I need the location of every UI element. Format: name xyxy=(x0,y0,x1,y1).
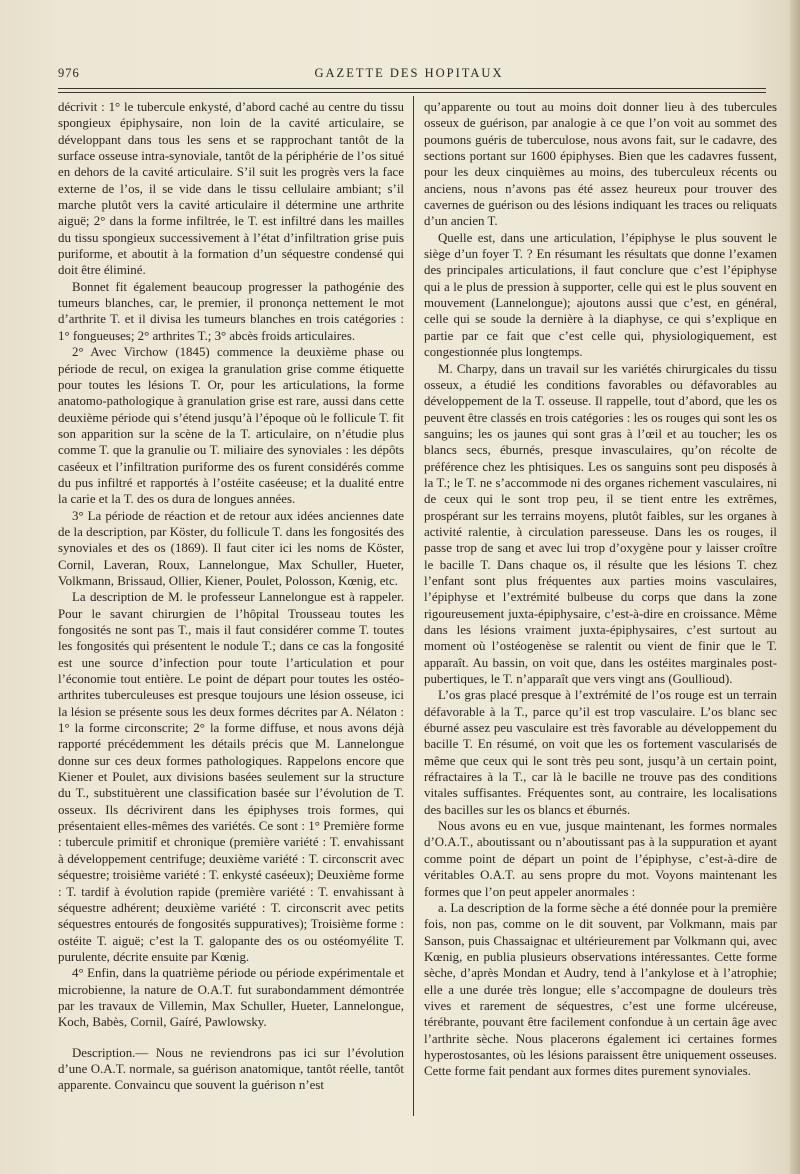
header-rule-thin xyxy=(58,92,766,93)
right-paragraph-2: Quelle est, dans une articulation, l’épiphyse le plus souvent le siège d’un foyer T. ? En résumant les résultats que donne l’examen des principales articulations, il faut conclure que c’est l’épiphyse qui a le plus de pression à supporter, celle qui est le plus souvent en mouvement (Lannelongue); ajoutons aussi que c’est, en général, celle qui se soude la dernière à la diaphyse, ce qui s’explique en partie par ce fait que c’est celle qui, physiologiquement, est congestionnée plus longtemps. xyxy=(424,230,777,360)
journal-title: GAZETTE DES HOPITAUX xyxy=(314,66,504,80)
right-paragraph-3: M. Charpy, dans un travail sur les variétés chirurgicales du tissu osseux, a étudié les conditions favorables ou défavorables au développement de la T. osseuse. Il rappelle, tout d’abord, que les os peuvent être classés en trois catégories : les os rouges qui sont les os sanguins; les os jaunes qui sont gras à l’œil et au toucher; les os blancs secs, éburnés, presque invasculaires, qu’on récolte de préférence chez les phtisiques. Les os sanguins sont peu disposés à la T.; le T. ne s’accommode ni des organes richement vasculaires, ni de ceux qui le sont trop peu, il se tient entre les extrêmes, prospérant sur les terrains moyens, plutôt faibles, sur les organes à activité ralentie, à circulation paresseuse. Dans les os rouges, il passe trop de sang et avec lui trop d’oxygène pour y laisser croître le bacille T. Dans chaque os, il résulte que les lésions T. chez l’enfant sont plus fréquentes aux parties moins vasculaires, l’épiphyse et l’extrémité bulbeuse du corps que dans la zone rigoureusement juxta-épiphysaire, c’est-à-dire en croissance. Même dans les lésions vraiment juxta-épiphysaires, c’est surtout au moment où l’ostéogenèse se ralentit ou vient de finir que le T. apparaît. Au bassin, on voit que, dans les ostéites marginales post-pubertiques, le T. n’apparaît que vers vingt ans (Goullioud). xyxy=(424,361,777,687)
right-paragraph-4: L’os gras placé presque à l’extrémité de l’os rouge est un terrain défavorable à la T., parce qu’il est trop vasculaire. L’os blanc sec éburné assez peu vasculaire est très favorable au développement du bacille T. En résumé, on voit que les os fortement vascularisés de même que ceux qui le sont très peu sont, jusqu’à un certain point, réfractaires à la T., car là le bacille ne trouve pas des conditions vitales suffisantes. Fréquentes sont, au contraire, les localisations des bacilles sur les os blancs et éburnés. xyxy=(424,688,777,817)
header-rule-thick xyxy=(58,88,766,89)
left-paragraph-description: Description.— Nous ne reviendrons pas ici sur l’évolution d’une O.A.T. normale, sa guérison anatomique, tantôt réelle, tantôt apparente. Convaincu que souvent la guérison n’est xyxy=(58,1045,404,1093)
left-paragraph-1: décrivit : 1° le tubercule enkysté, d’abord caché au centre du tissu spongieux épiphysaire, non loin de la cavité articulaire, se développant dans tous les sens et se rapprochant tantôt de la surface osseuse intra-synoviale, tantôt de la périphérie de l’os situé en dehors de la cavité articulaire. S’il suit les progrès vers la face externe de l’os, il se vide dans le tissu cellulaire ambiant; s’il marche plutôt vers la cavité articulaire il détermine une arthrite aiguë; 2° dans la forme infiltrée, le T. est infiltré dans les mailles du tissu spongieux successivement à l’état d’infiltration grise puis puriforme, et aboutit à la formation d’un séquestre condensé qui doit être éliminé. xyxy=(58,100,404,278)
left-paragraph-4: 3° La période de réaction et de retour aux idées anciennes date de la description, par Köster, du follicule T. dans les fongosités des synoviales et des os (1869). Il faut citer ici les noms de Köster, Cornil, Laveran, Roux, Lannelongue, Max Schuller, Hueter, Volkmann, Brissaud, Ollier, Kiener, Poulet, Polosson, Kœnig, etc. xyxy=(58,508,404,588)
page-number: 976 xyxy=(58,66,80,80)
left-paragraph-2: Bonnet fit également beaucoup progresser la pathogénie des tumeurs blanches, car, le premier, il prononça nettement le mot d’arthrite T. et il divisa les tumeurs blanches en trois catégories : 1° fongueuses; 2° arthrites T.; 3° abcès froids articulaires. xyxy=(58,279,404,343)
right-column xyxy=(424,99,777,1080)
left-paragraph-6: 4° Enfin, dans la quatrième période ou période expérimentale et microbienne, la nature de O.A.T. fut surabondamment démontrée par les travaux de Villemin, Max Schuller, Hueter, Lannelongue, Koch, Babès, Cornil, Gaíré, Pawlowsky. xyxy=(58,966,404,1030)
right-paragraph-6: a. La description de la forme sèche a été donnée pour la première fois, non pas, comme on le dit souvent, par Volkmann, mais par Sanson, puis Chassaignac et ultérieurement par Volkmann qui, avec Kœnig, en publia plusieurs observations intéressantes. Cette forme sèche, d’après Mondan et Audry, tend à l’ankylose et à l’atrophie; elle a une durée très longue; elle s’accompagne de douleurs très vives et rarement de séquestres, c’est une forme ulcéreuse, térébrante, pouvant être facilement confondue à un certain âge avec l’arthrite sèche. Nous placerons également ici certaines formes hyperostosantes, où les lésions paraissent être uniquement osseuses. Cette forme fait pendant aux formes dites purement synoviales. xyxy=(424,900,777,1079)
column-separator xyxy=(413,96,414,1116)
left-paragraph-5: La description de M. le professeur Lannelongue est à rappeler. Pour le savant chirurgien de l’hôpital Trousseau toutes les fongosités ne sont pas T., mais il faut considérer comme T. toutes les fongosités qui présentent le nodule T.; dans ce cas la fongosité est une source d’infection pour toute l’articulation et pour l’économie tout entière. Le point de départ pour toutes les ostéo-arthrites tuberculeuses est presque toujours une lésion osseuse, ici la lésion se présente sous les deux formes décrites par A. Nélaton : 1° la forme circonscrite; 2° la forme diffuse, et nous avons déjà rapporté précédemment les détails précis que M. Lannelongue donne sur ces deux formes pathologiques. Rappelons encore que Kiener et Poulet, aux divisions basées seulement sur la structure du T., substituèrent une classification basée sur l’évolution de T. osseux. Ils décrivirent dans les épiphyses trois formes, qui présentaient elles-mêmes des variétés. Ce sont : 1° Première forme : tubercule primitif et chronique (première variété : T. envahissant à développement centrifuge; deuxième variété : T. circonscrit avec séquestre; troisième variété : T. enkysté caséeux); Deuxième forme : T. tardif à évolution rapide (première variété : T. envahissant à séquestre adhérent; deuxième variété : T. circonscrit avec petits séquestres entourés de fongosités suppuratives); Troisième forme : ostéite T. aiguë; c’est la T. galopante des os ou ostéomyélite T. purulente, décrite ensuite par Kœnig. xyxy=(58,590,404,964)
right-paragraph-5: Nous avons eu en vue, jusque maintenant, les formes normales d’O.A.T., aboutissant ou n’aboutissant pas à la suppuration et ayant comme point de départ un point de l’épiphyse, c’est-à-dire de véritables O.A.T. au sens propre du mot. Voyons maintenant les formes que l’on peut appeler anormales : xyxy=(424,819,777,899)
page-edge-shadow xyxy=(790,0,800,1174)
page-header xyxy=(58,66,760,86)
left-column xyxy=(58,99,404,1094)
left-paragraph-3: 2° Avec Virchow (1845) commence la deuxième phase ou période de recul, on exigea la granulation grise comme étiquette pour toutes les lésions T. Or, pour les articulations, la forme anatomo-pathologique à granulation grise est rare, aussi dans cette deuxième période qui s’étend jusqu’à l’époque où le follicule T. fit son apparition sur la scène de la T. articulaire, on n’étudie plus comme T. que la granulie ou T. miliaire des synoviales : les dépôts caséeux et l’infiltration puriforme des os furent considérés comme du pus infiltré et rapportés à l’ostéite caséeuse; et la dualité entre la carie et la T. des os dura de longues années. xyxy=(58,345,404,507)
right-paragraph-1: qu’apparente ou tout au moins doit donner lieu à des tubercules osseux de guérison, par analogie à ce que l’on voit au sommet des poumons guéris de tuberculose, nous avons fait, sur le cadavre, des sections portant sur 1600 épiphyses. Bien que les cadavres fussent, pour les deux cinquièmes au moins, des tuberculeux récents ou anciens, nous n’avons pas été assez heureux pour trouver des cavernes de guérison ou des lésions indiquant les traces ou reliquats d’un ancien T. xyxy=(424,100,777,229)
